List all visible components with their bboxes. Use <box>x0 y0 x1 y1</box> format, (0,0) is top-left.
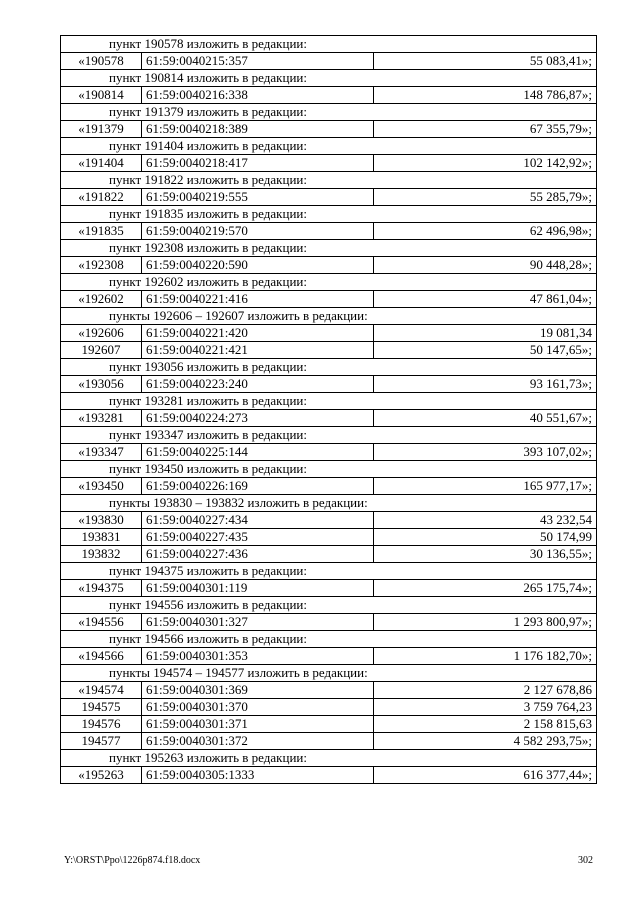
item-code-cell: 193831 <box>61 529 142 546</box>
amount-cell: 2 127 678,86 <box>374 682 597 699</box>
table-row <box>61 529 597 546</box>
cadastral-number-cell: 61:59:0040301:371 <box>142 716 374 733</box>
cadastral-number-cell: 61:59:0040301:372 <box>142 733 374 750</box>
item-code-cell: «192606 <box>61 325 142 342</box>
item-code-cell: «193056 <box>61 376 142 393</box>
item-code-cell: «194566 <box>61 648 142 665</box>
section-heading: пункт 191404 изложить в редакции: <box>61 138 597 155</box>
cadastral-number-cell: 61:59:0040215:357 <box>142 53 374 70</box>
amount-cell: 55 083,41»; <box>374 53 597 70</box>
section-heading: пункт 191822 изложить в редакции: <box>61 172 597 189</box>
amount-cell: 616 377,44»; <box>374 767 597 784</box>
cadastral-number-cell: 61:59:0040219:555 <box>142 189 374 206</box>
table-row <box>61 376 597 393</box>
item-code-cell: «192602 <box>61 291 142 308</box>
amount-cell: 265 175,74»; <box>374 580 597 597</box>
cadastral-number-cell: 61:59:0040221:420 <box>142 325 374 342</box>
section-heading: пункт 194566 изложить в редакции: <box>61 631 597 648</box>
table-row <box>61 257 597 274</box>
item-code-cell: 193832 <box>61 546 142 563</box>
cadastral-number-cell: 61:59:0040225:144 <box>142 444 374 461</box>
section-heading: пункт 194556 изложить в редакции: <box>61 597 597 614</box>
table-row <box>61 121 597 138</box>
cadastral-number-cell: 61:59:0040305:1333 <box>142 767 374 784</box>
cadastral-number-cell: 61:59:0040301:327 <box>142 614 374 631</box>
section-heading-row <box>61 495 597 512</box>
item-code-cell: «195263 <box>61 767 142 784</box>
item-code-cell: «191404 <box>61 155 142 172</box>
amount-cell: 3 759 764,23 <box>374 699 597 716</box>
table-row <box>61 648 597 665</box>
section-heading: пункт 195263 изложить в редакции: <box>61 750 597 767</box>
item-code-cell: «194574 <box>61 682 142 699</box>
item-code-cell: «190578 <box>61 53 142 70</box>
amount-cell: 165 977,17»; <box>374 478 597 495</box>
amount-cell: 40 551,67»; <box>374 410 597 427</box>
amount-cell: 1 293 800,97»; <box>374 614 597 631</box>
cadastral-number-cell: 61:59:0040226:169 <box>142 478 374 495</box>
table-row <box>61 87 597 104</box>
cadastral-number-cell: 61:59:0040224:273 <box>142 410 374 427</box>
table-row <box>61 325 597 342</box>
section-heading: пункт 191835 изложить в редакции: <box>61 206 597 223</box>
section-heading-row <box>61 70 597 87</box>
cadastral-number-cell: 61:59:0040301:370 <box>142 699 374 716</box>
item-code-cell: 194577 <box>61 733 142 750</box>
section-heading: пункт 193347 изложить в редакции: <box>61 427 597 444</box>
item-code-cell: «192308 <box>61 257 142 274</box>
section-heading-row <box>61 240 597 257</box>
amount-cell: 55 285,79»; <box>374 189 597 206</box>
section-heading-row <box>61 36 597 53</box>
table-row <box>61 410 597 427</box>
item-code-cell: «193450 <box>61 478 142 495</box>
cadastral-number-cell: 61:59:0040223:240 <box>142 376 374 393</box>
section-heading: пункт 191379 изложить в редакции: <box>61 104 597 121</box>
cadastral-number-cell: 61:59:0040227:436 <box>142 546 374 563</box>
section-heading-row <box>61 206 597 223</box>
amount-cell: 2 158 815,63 <box>374 716 597 733</box>
section-heading-row <box>61 665 597 682</box>
table-row <box>61 682 597 699</box>
item-code-cell: «193281 <box>61 410 142 427</box>
cadastral-number-cell: 61:59:0040227:435 <box>142 529 374 546</box>
section-heading: пункт 190578 изложить в редакции: <box>61 36 597 53</box>
section-heading-row <box>61 393 597 410</box>
item-code-cell: 194575 <box>61 699 142 716</box>
section-heading-row <box>61 427 597 444</box>
section-heading-row <box>61 172 597 189</box>
item-code-cell: «194375 <box>61 580 142 597</box>
table-row <box>61 699 597 716</box>
table-row <box>61 614 597 631</box>
item-code-cell: «194556 <box>61 614 142 631</box>
section-heading: пункт 192602 изложить в редакции: <box>61 274 597 291</box>
section-heading-row <box>61 563 597 580</box>
amount-cell: 19 081,34 <box>374 325 597 342</box>
cadastral-number-cell: 61:59:0040218:389 <box>142 121 374 138</box>
amendments-table <box>60 35 597 784</box>
item-code-cell: «191822 <box>61 189 142 206</box>
cadastral-number-cell: 61:59:0040301:353 <box>142 648 374 665</box>
amount-cell: 102 142,92»; <box>374 155 597 172</box>
footer-page-number: 302 <box>578 855 593 866</box>
table-row <box>61 716 597 733</box>
cadastral-number-cell: 61:59:0040218:417 <box>142 155 374 172</box>
cadastral-number-cell: 61:59:0040301:369 <box>142 682 374 699</box>
section-heading-row <box>61 631 597 648</box>
section-heading: пункт 190814 изложить в редакции: <box>61 70 597 87</box>
section-heading: пункт 193056 изложить в редакции: <box>61 359 597 376</box>
section-heading-row <box>61 461 597 478</box>
cadastral-number-cell: 61:59:0040227:434 <box>142 512 374 529</box>
amount-cell: 47 861,04»; <box>374 291 597 308</box>
table-row <box>61 155 597 172</box>
footer-file-path: Y:\ORST\Ppo\1226p874.f18.docx <box>64 855 201 866</box>
amount-cell: 67 355,79»; <box>374 121 597 138</box>
section-heading-row <box>61 308 597 325</box>
section-heading: пункт 193281 изложить в редакции: <box>61 393 597 410</box>
item-code-cell: «191835 <box>61 223 142 240</box>
amount-cell: 393 107,02»; <box>374 444 597 461</box>
table-row <box>61 546 597 563</box>
item-code-cell: «193347 <box>61 444 142 461</box>
cadastral-number-cell: 61:59:0040219:570 <box>142 223 374 240</box>
section-heading: пункт 192308 изложить в редакции: <box>61 240 597 257</box>
item-code-cell: 194576 <box>61 716 142 733</box>
section-heading-row <box>61 274 597 291</box>
amount-cell: 43 232,54 <box>374 512 597 529</box>
table-row <box>61 767 597 784</box>
section-heading: пункты 192606 – 192607 изложить в редакции: <box>61 308 597 325</box>
section-heading: пункты 194574 – 194577 изложить в редакции: <box>61 665 597 682</box>
amount-cell: 30 136,55»; <box>374 546 597 563</box>
amount-cell: 62 496,98»; <box>374 223 597 240</box>
amount-cell: 50 174,99 <box>374 529 597 546</box>
item-code-cell: «191379 <box>61 121 142 138</box>
amount-cell: 93 161,73»; <box>374 376 597 393</box>
table-row <box>61 291 597 308</box>
section-heading: пункт 193450 изложить в редакции: <box>61 461 597 478</box>
section-heading-row <box>61 597 597 614</box>
amount-cell: 1 176 182,70»; <box>374 648 597 665</box>
table-row <box>61 512 597 529</box>
table-row <box>61 444 597 461</box>
table-row <box>61 733 597 750</box>
amendments-table-body <box>61 36 597 784</box>
item-code-cell: «190814 <box>61 87 142 104</box>
cadastral-number-cell: 61:59:0040220:590 <box>142 257 374 274</box>
section-heading-row <box>61 359 597 376</box>
item-code-cell: «193830 <box>61 512 142 529</box>
amount-cell: 50 147,65»; <box>374 342 597 359</box>
cadastral-number-cell: 61:59:0040216:338 <box>142 87 374 104</box>
section-heading-row <box>61 104 597 121</box>
table-row <box>61 53 597 70</box>
table-row <box>61 223 597 240</box>
section-heading: пункт 194375 изложить в редакции: <box>61 563 597 580</box>
cadastral-number-cell: 61:59:0040221:416 <box>142 291 374 308</box>
section-heading-row <box>61 138 597 155</box>
item-code-cell: 192607 <box>61 342 142 359</box>
table-row <box>61 478 597 495</box>
table-row <box>61 580 597 597</box>
amount-cell: 90 448,28»; <box>374 257 597 274</box>
table-row <box>61 342 597 359</box>
amount-cell: 148 786,87»; <box>374 87 597 104</box>
amount-cell: 4 582 293,75»; <box>374 733 597 750</box>
cadastral-number-cell: 61:59:0040221:421 <box>142 342 374 359</box>
section-heading: пункты 193830 – 193832 изложить в редакции: <box>61 495 597 512</box>
table-row <box>61 189 597 206</box>
cadastral-number-cell: 61:59:0040301:119 <box>142 580 374 597</box>
section-heading-row <box>61 750 597 767</box>
